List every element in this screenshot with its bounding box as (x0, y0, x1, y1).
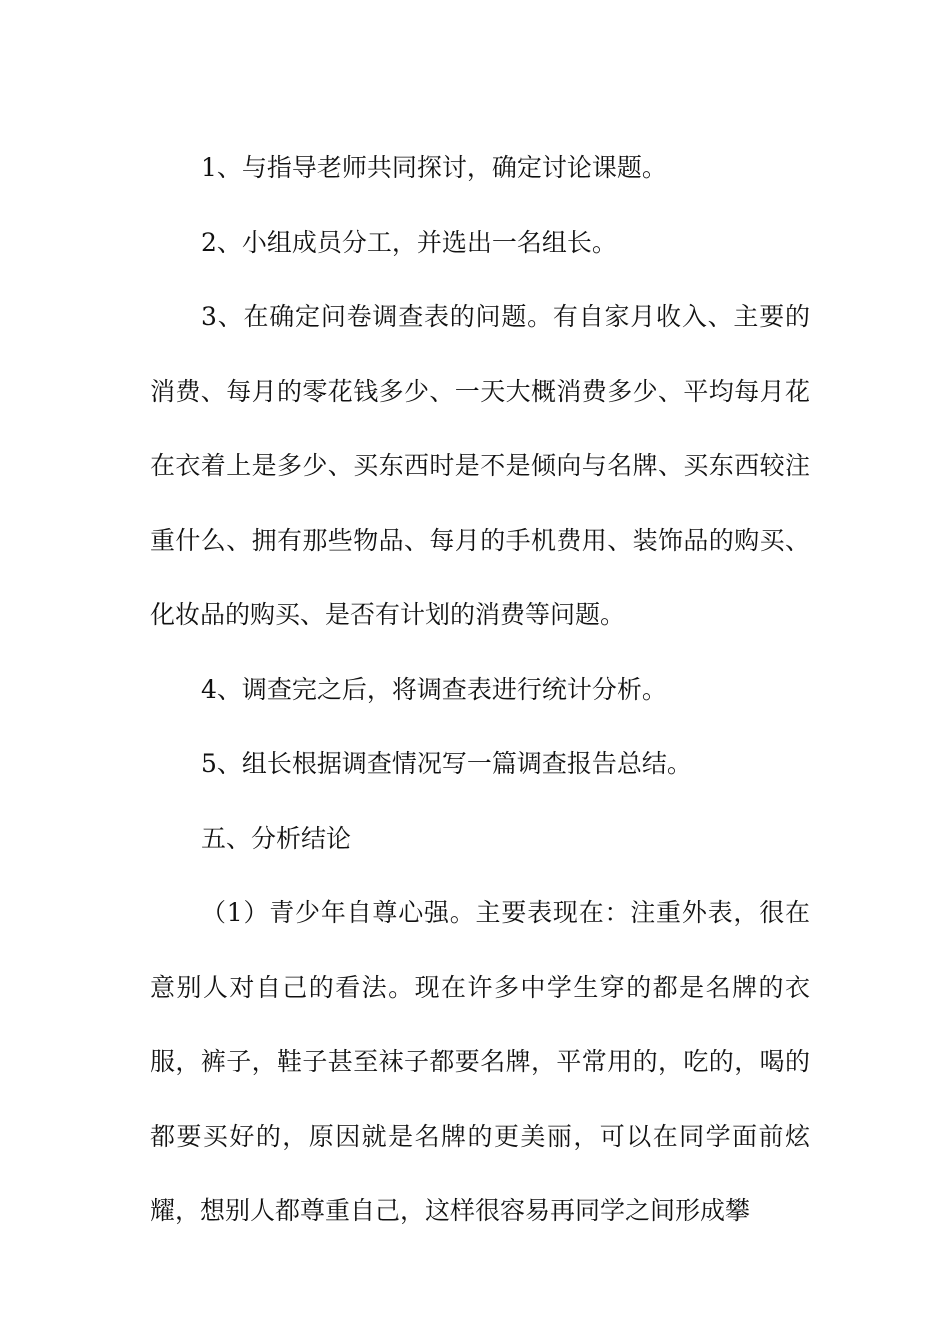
paragraph-step-4: 4、调查完之后，将调查表进行统计分析。 (201, 674, 667, 704)
paragraph-step-5: 5、组长根据调查情况写一篇调查报告总结。 (201, 749, 692, 778)
paragraph-step-1: 1、与指导老师共同探讨，确定讨论课题。 (201, 153, 667, 182)
paragraph-step-2: 2、小组成员分工，并选出一名组长。 (201, 227, 617, 257)
paragraph-step-3: 3、在确定问卷调查表的问题。有自家月收入、主要的消费、每月的零花钱多少、一天大概消费多少、平均每月花在衣着上是多少、买东西时是不是倾向与名牌、买东西较注重什么、拥有那些物品、每月的手机费用、装饰品的购买、化妆品的购买、是否有计划的消费等问题。 (150, 302, 810, 629)
document-body (150, 131, 810, 1249)
paragraph-conclusion-1: （1）青少年自尊心强。主要表现在：注重外表，很在意别人对自己的看法。现在许多中学生穿的都是名牌的衣服，裤子，鞋子甚至袜子都要名牌，平常用的，吃的，喝的都要买好的，原因就是名牌的更美丽，可以在同学面前炫耀，想别人都尊重自己，这样很容易再同学之间形成攀 (150, 898, 810, 1225)
section-heading-analysis: 五、分析结论 (201, 823, 352, 853)
